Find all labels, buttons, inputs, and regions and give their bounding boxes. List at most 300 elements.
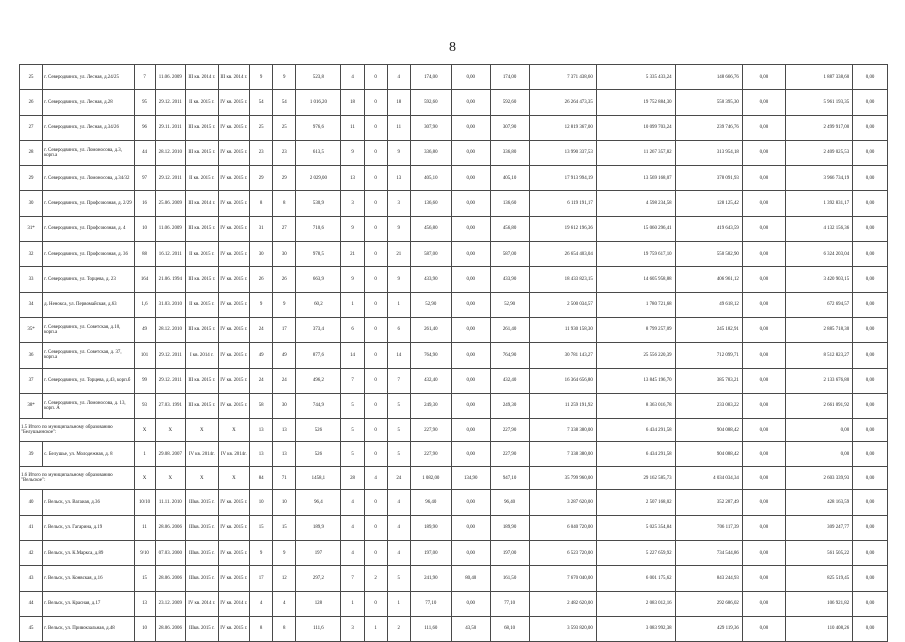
- cell-c14: 68,10: [490, 616, 529, 641]
- cell-c16: 19 752 884,30: [596, 90, 675, 115]
- cell-c7: 13: [273, 442, 296, 467]
- cell-c19: 0,00: [785, 442, 852, 467]
- cell-c11: 24: [387, 467, 410, 490]
- row-number: 31*: [20, 216, 43, 241]
- table-row: [20, 317, 888, 342]
- cell-c19: 3 420 903,15: [785, 267, 852, 292]
- cell-c19: 428 163,59: [785, 490, 852, 515]
- cell-c8: 128: [296, 591, 341, 616]
- cell-c11: 14: [387, 343, 410, 368]
- cell-d3: IV кв. 2015 г.: [218, 566, 250, 591]
- address-cell: г. Вельск, ул. Красная, д.17: [43, 591, 134, 616]
- cell-c16: 25 556 220,39: [596, 343, 675, 368]
- cell-d3: IV кв. 2015 г.: [218, 140, 250, 165]
- cell-c8: 744,9: [296, 393, 341, 418]
- cell-c17: 128 125,42: [675, 191, 742, 216]
- cell-c15: 26 654 403,04: [529, 242, 596, 267]
- cell-c9: 5: [341, 419, 364, 442]
- cell-c11: 1: [387, 292, 410, 317]
- cell-c14: 261,40: [490, 317, 529, 342]
- cell-c17: 352 287,49: [675, 490, 742, 515]
- cell-c12: 227,90: [410, 419, 451, 442]
- cell-c12: 405,10: [410, 166, 451, 191]
- address-cell: г. Северодвинск, ул. Торцева, д.43, корп.б: [43, 368, 134, 393]
- cell-c9: 4: [341, 490, 364, 515]
- cell-d1: 28.06. 2006: [155, 515, 185, 540]
- cell-c10: 0: [364, 216, 387, 241]
- cell-c10: 0: [364, 65, 387, 90]
- cell-c6: 49: [250, 343, 273, 368]
- cell-d1: 11.06. 2009: [155, 65, 185, 90]
- cell-c10: 0: [364, 591, 387, 616]
- cell-c11: 9: [387, 216, 410, 241]
- cell-d2: IIIкв. 2015 г.: [186, 515, 219, 540]
- subtotal-label: 1.6 Итого по муниципальному образованию "Вельское":: [20, 467, 135, 490]
- cell-c16: 6 434 291,58: [596, 419, 675, 442]
- cell-c9: 5: [341, 393, 364, 418]
- cell-c12: 52,90: [410, 292, 451, 317]
- cell-c6: 29: [250, 166, 273, 191]
- cell-d2: II кв. 2015 г.: [186, 242, 219, 267]
- cell-c9: 4: [341, 541, 364, 566]
- cell-c7: 4: [273, 591, 296, 616]
- cell-c15: 11 930 158,30: [529, 317, 596, 342]
- cell-c19: 825 519,45: [785, 566, 852, 591]
- cell-c15: 30 781 143,27: [529, 343, 596, 368]
- subtotal-label: 1.5 Итого по муниципальному образованию "Белушьинское":: [20, 419, 135, 442]
- cell-d3: IV кв. 2015 г.: [218, 393, 250, 418]
- address-cell: с. Белушье, ул. Молодежная, д. 8: [43, 442, 134, 467]
- cell-c18: 0,00: [742, 90, 785, 115]
- cell-d2: X: [186, 419, 219, 442]
- cell-c7: 26: [273, 267, 296, 292]
- cell-col2: 93: [134, 393, 155, 418]
- table-row: [20, 591, 888, 616]
- cell-c10: 0: [364, 267, 387, 292]
- cell-c12: 174,00: [410, 65, 451, 90]
- cell-d3: X: [218, 467, 250, 490]
- cell-c20: 0,00: [853, 317, 888, 342]
- cell-d1: 29.08. 2007: [155, 442, 185, 467]
- cell-c13: 0,00: [451, 442, 490, 467]
- cell-c17: 4 034 034,34: [675, 467, 742, 490]
- table-row: [20, 65, 888, 90]
- cell-c12: 261,40: [410, 317, 451, 342]
- cell-c16: 13 845 196,70: [596, 368, 675, 393]
- cell-c20: 0,00: [853, 490, 888, 515]
- cell-c17: 712 099,71: [675, 343, 742, 368]
- cell-c11: 1: [387, 591, 410, 616]
- cell-d1: 29.12. 2011: [155, 166, 185, 191]
- cell-c16: 5 025 354,84: [596, 515, 675, 540]
- cell-c8: 189,9: [296, 515, 341, 540]
- cell-c10: 4: [364, 467, 387, 490]
- cell-c19: 561 505,22: [785, 541, 852, 566]
- cell-c13: 0,00: [451, 368, 490, 393]
- cell-c17: 406 961,12: [675, 267, 742, 292]
- cell-c15: 2 500 034,57: [529, 292, 596, 317]
- subtotal-row: [20, 467, 888, 490]
- cell-c18: 0,00: [742, 616, 785, 641]
- cell-c6: 26: [250, 267, 273, 292]
- cell-c11: 9: [387, 267, 410, 292]
- cell-c20: 0,00: [853, 515, 888, 540]
- cell-col2: 95: [134, 90, 155, 115]
- cell-c14: 592,60: [490, 90, 529, 115]
- address-cell: г. Северодвинск, ул. Ломоносова, д.3, корп.а: [43, 140, 134, 165]
- cell-c14: 96,40: [490, 490, 529, 515]
- cell-c17: 429 119,36: [675, 616, 742, 641]
- cell-c20: 0,00: [853, 368, 888, 393]
- cell-c13: 0,00: [451, 419, 490, 442]
- cell-c6: 10: [250, 490, 273, 515]
- cell-d1: X: [155, 419, 185, 442]
- cell-c14: 587,00: [490, 242, 529, 267]
- row-number: 35*: [20, 317, 43, 342]
- cell-c19: 2 409 025,53: [785, 140, 852, 165]
- cell-c18: 0,00: [742, 115, 785, 140]
- cell-col2: 7: [134, 65, 155, 90]
- cell-c15: 16 364 656,80: [529, 368, 596, 393]
- address-cell: г. Северодвинск, ул. Ломоносова, д. 13, корп. А: [43, 393, 134, 418]
- cell-c20: 0,00: [853, 343, 888, 368]
- cell-c19: 2 133 676,80: [785, 368, 852, 393]
- cell-c7: 12: [273, 566, 296, 591]
- row-number: 25: [20, 65, 43, 90]
- table-row: [20, 616, 888, 641]
- cell-c11: 5: [387, 566, 410, 591]
- cell-c15: 6 119 191,17: [529, 191, 596, 216]
- cell-c9: 13: [341, 166, 364, 191]
- cell-d2: III кв. 2015 г.: [186, 368, 219, 393]
- cell-c20: 0,00: [853, 65, 888, 90]
- cell-c20: 0,00: [853, 115, 888, 140]
- row-number: 44: [20, 591, 43, 616]
- cell-c20: 0,00: [853, 393, 888, 418]
- cell-d1: 29.12. 2011: [155, 368, 185, 393]
- cell-c18: 0,00: [742, 393, 785, 418]
- cell-c20: 0,00: [853, 242, 888, 267]
- cell-c16: 4 598 234,58: [596, 191, 675, 216]
- cell-d2: X: [186, 467, 219, 490]
- cell-c8: 297,2: [296, 566, 341, 591]
- cell-c13: 0,00: [451, 267, 490, 292]
- cell-c9: 18: [341, 90, 364, 115]
- cell-c16: 8 363 016,78: [596, 393, 675, 418]
- cell-d1: 11.11. 2010: [155, 490, 185, 515]
- cell-c9: 11: [341, 115, 364, 140]
- cell-c8: 710,6: [296, 216, 341, 241]
- address-cell: г. Северодвинск, ул. Лесная, д.34/26: [43, 115, 134, 140]
- table-row: [20, 368, 888, 393]
- table-row: [20, 115, 888, 140]
- cell-d1: 29.11. 2011: [155, 115, 185, 140]
- cell-d3: IV кв. 2015 г.: [218, 515, 250, 540]
- cell-c10: 0: [364, 166, 387, 191]
- cell-col2: 13: [134, 591, 155, 616]
- cell-c11: 4: [387, 541, 410, 566]
- cell-d2: III кв. 2015 г.: [186, 140, 219, 165]
- cell-c13: 0,00: [451, 140, 490, 165]
- cell-d3: IV кв. 2015 г.: [218, 343, 250, 368]
- cell-c18: 0,00: [742, 541, 785, 566]
- cell-d2: IV кв. 2014 г.: [186, 591, 219, 616]
- cell-c17: 148 666,76: [675, 65, 742, 90]
- cell-d3: IV кв. 2015 г.: [218, 368, 250, 393]
- cell-c9: 4: [341, 65, 364, 90]
- cell-c18: 0,00: [742, 515, 785, 540]
- table-row: [20, 90, 888, 115]
- cell-c17: 245 182,91: [675, 317, 742, 342]
- cell-c16: 14 605 958,88: [596, 267, 675, 292]
- cell-col2: 164: [134, 267, 155, 292]
- cell-c15: 7 670 040,00: [529, 566, 596, 591]
- cell-c9: 3: [341, 191, 364, 216]
- cell-d1: 28.12. 2010: [155, 317, 185, 342]
- cell-c18: 0,00: [742, 490, 785, 515]
- cell-c11: 11: [387, 115, 410, 140]
- cell-col2: 49: [134, 317, 155, 342]
- cell-c15: 6 523 720,00: [529, 541, 596, 566]
- cell-d2: IIIкв. 2015 г.: [186, 616, 219, 641]
- cell-d3: X: [218, 419, 250, 442]
- row-number: 30: [20, 191, 43, 216]
- cell-c8: 877,6: [296, 343, 341, 368]
- cell-c6: 58: [250, 393, 273, 418]
- address-cell: г. Вельск, ул. Гагарина, д.19: [43, 515, 134, 540]
- cell-d3: IV кв. 2015 г.: [218, 191, 250, 216]
- cell-c10: 0: [364, 368, 387, 393]
- housing-program-table: [19, 64, 888, 642]
- cell-c18: 0,00: [742, 267, 785, 292]
- address-cell: г. Северодвинск, ул. Профсоюзная, д. 4: [43, 216, 134, 241]
- cell-c14: 405,10: [490, 166, 529, 191]
- cell-c11: 4: [387, 490, 410, 515]
- cell-c10: 0: [364, 515, 387, 540]
- cell-c13: 134,90: [451, 467, 490, 490]
- cell-d2: III кв. 2014 г.: [186, 191, 219, 216]
- cell-c18: 0,00: [742, 419, 785, 442]
- cell-c6: 15: [250, 515, 273, 540]
- cell-d2: III кв. 2015 г.: [186, 115, 219, 140]
- cell-c13: 0,00: [451, 115, 490, 140]
- cell-c6: 31: [250, 216, 273, 241]
- cell-c18: 0,00: [742, 467, 785, 490]
- cell-c8: 60,2: [296, 292, 341, 317]
- cell-c18: 0,00: [742, 566, 785, 591]
- row-number: 34: [20, 292, 43, 317]
- cell-c15: 7 338 380,00: [529, 419, 596, 442]
- cell-c11: 3: [387, 191, 410, 216]
- cell-c12: 249,30: [410, 393, 451, 418]
- table-row: [20, 566, 888, 591]
- cell-col2: 10: [134, 216, 155, 241]
- cell-col2: 1: [134, 442, 155, 467]
- cell-c16: 3 083 992,38: [596, 616, 675, 641]
- cell-c19: 2 603 339,93: [785, 467, 852, 490]
- row-number: 29: [20, 166, 43, 191]
- cell-c19: 672 694,57: [785, 292, 852, 317]
- cell-c12: 189,90: [410, 515, 451, 540]
- cell-d1: 23.12. 2009: [155, 591, 185, 616]
- cell-c17: 843 244,93: [675, 566, 742, 591]
- cell-c15: 6 040 720,00: [529, 515, 596, 540]
- address-cell: г. Вельск, ул. Конвская, д.16: [43, 566, 134, 591]
- cell-c15: 18 433 823,15: [529, 267, 596, 292]
- cell-d3: IV кв. 2015 г.: [218, 216, 250, 241]
- cell-d1: 29.12. 2011: [155, 90, 185, 115]
- cell-c14: 197,00: [490, 541, 529, 566]
- cell-c8: 526: [296, 419, 341, 442]
- cell-d3: IV кв. 2015 г.: [218, 292, 250, 317]
- cell-c18: 0,00: [742, 242, 785, 267]
- address-cell: г. Северодвинск, ул. Лесная, д.24/25: [43, 65, 134, 90]
- cell-c10: 0: [364, 191, 387, 216]
- cell-c14: 947,10: [490, 467, 529, 490]
- cell-c18: 0,00: [742, 368, 785, 393]
- cell-c16: 13 569 168,07: [596, 166, 675, 191]
- cell-c19: 3 966 734,19: [785, 166, 852, 191]
- cell-d2: III кв. 2015 г.: [186, 393, 219, 418]
- table-row: [20, 541, 888, 566]
- cell-c13: 43,50: [451, 616, 490, 641]
- cell-c18: 0,00: [742, 317, 785, 342]
- cell-c8: 373,4: [296, 317, 341, 342]
- cell-c11: 18: [387, 90, 410, 115]
- address-cell: г. Северодвинск, ул. Советская, д.10, корп.а: [43, 317, 134, 342]
- cell-d1: 25.06. 2009: [155, 191, 185, 216]
- cell-c18: 0,00: [742, 591, 785, 616]
- cell-c19: 309 247,77: [785, 515, 852, 540]
- cell-col2: 10: [134, 616, 155, 641]
- cell-c9: 9: [341, 216, 364, 241]
- cell-c15: 11 259 191,92: [529, 393, 596, 418]
- cell-d3: IV кв. 2015 г.: [218, 166, 250, 191]
- cell-c15: 7 371 438,60: [529, 65, 596, 90]
- cell-c14: 174,00: [490, 65, 529, 90]
- cell-c16: 10 099 703,24: [596, 115, 675, 140]
- cell-c20: 0,00: [853, 140, 888, 165]
- cell-c10: 0: [364, 343, 387, 368]
- cell-d1: 29.12. 2011: [155, 343, 185, 368]
- table-row: [20, 166, 888, 191]
- cell-c6: 8: [250, 191, 273, 216]
- cell-c20: 0,00: [853, 166, 888, 191]
- cell-c7: 29: [273, 166, 296, 191]
- cell-c15: 3 287 620,00: [529, 490, 596, 515]
- cell-c6: 30: [250, 242, 273, 267]
- table-row: [20, 242, 888, 267]
- cell-c19: 6 324 203,04: [785, 242, 852, 267]
- cell-c12: 587,00: [410, 242, 451, 267]
- cell-d1: 28.06. 2006: [155, 616, 185, 641]
- row-number: 39: [20, 442, 43, 467]
- cell-col2: 101: [134, 343, 155, 368]
- cell-c11: 9: [387, 140, 410, 165]
- cell-c13: 0,00: [451, 242, 490, 267]
- cell-c10: 0: [364, 317, 387, 342]
- cell-c19: 8 512 823,27: [785, 343, 852, 368]
- cell-d1: 21.06. 1994: [155, 267, 185, 292]
- cell-c12: 336,80: [410, 140, 451, 165]
- cell-c14: 227,90: [490, 442, 529, 467]
- cell-c16: 2 507 168,02: [596, 490, 675, 515]
- cell-d2: III кв. 2015 г.: [186, 267, 219, 292]
- cell-c13: 0,00: [451, 317, 490, 342]
- cell-c14: 136,60: [490, 191, 529, 216]
- cell-c8: 111,6: [296, 616, 341, 641]
- cell-d2: I кв. 2014 г.: [186, 343, 219, 368]
- cell-c18: 0,00: [742, 442, 785, 467]
- cell-d3: IV кв. 2015 г.: [218, 267, 250, 292]
- cell-c12: 241,90: [410, 566, 451, 591]
- cell-d2: II кв. 2015 г.: [186, 166, 219, 191]
- cell-c6: 13: [250, 442, 273, 467]
- row-number: 36: [20, 343, 43, 368]
- cell-c10: 0: [364, 140, 387, 165]
- cell-c9: 7: [341, 368, 364, 393]
- cell-c10: 0: [364, 90, 387, 115]
- cell-c15: 13 990 337,53: [529, 140, 596, 165]
- cell-c20: 0,00: [853, 216, 888, 241]
- cell-c20: 0,00: [853, 591, 888, 616]
- row-number: 45: [20, 616, 43, 641]
- cell-c6: 8: [250, 616, 273, 641]
- cell-d3: IV кв. 2015 г.: [218, 490, 250, 515]
- cell-c11: 4: [387, 65, 410, 90]
- table-row: [20, 442, 888, 467]
- cell-c13: 0,00: [451, 292, 490, 317]
- cell-c14: 249,30: [490, 393, 529, 418]
- row-number: 43: [20, 566, 43, 591]
- cell-c9: 14: [341, 343, 364, 368]
- cell-d2: II кв. 2015 г.: [186, 90, 219, 115]
- cell-c10: 0: [364, 419, 387, 442]
- cell-d1: 11.06. 2009: [155, 216, 185, 241]
- cell-d3: IV кв. 2015 г.: [218, 90, 250, 115]
- cell-c17: 233 083,22: [675, 393, 742, 418]
- cell-c7: 8: [273, 191, 296, 216]
- cell-c17: 239 746,76: [675, 115, 742, 140]
- table-row: [20, 267, 888, 292]
- cell-c17: 378 091,93: [675, 166, 742, 191]
- cell-c17: 550 395,30: [675, 90, 742, 115]
- cell-d3: IV кв. 2015 г.: [218, 242, 250, 267]
- cell-c6: 54: [250, 90, 273, 115]
- cell-c20: 0,00: [853, 467, 888, 490]
- cell-d2: III кв. 2014 г.: [186, 65, 219, 90]
- cell-c13: 0,00: [451, 65, 490, 90]
- cell-c19: 1 392 831,17: [785, 191, 852, 216]
- cell-c16: 2 083 012,16: [596, 591, 675, 616]
- cell-c10: 0: [364, 115, 387, 140]
- cell-c13: 0,00: [451, 541, 490, 566]
- cell-c6: 24: [250, 317, 273, 342]
- cell-c6: 25: [250, 115, 273, 140]
- table-row: [20, 216, 888, 241]
- cell-c19: 2 499 917,00: [785, 115, 852, 140]
- cell-c12: 111,60: [410, 616, 451, 641]
- cell-c14: 433,90: [490, 267, 529, 292]
- cell-c6: 13: [250, 419, 273, 442]
- cell-c9: 1: [341, 292, 364, 317]
- cell-c10: 0: [364, 292, 387, 317]
- cell-c12: 136,60: [410, 191, 451, 216]
- cell-c11: 6: [387, 317, 410, 342]
- cell-c18: 0,00: [742, 216, 785, 241]
- cell-c13: 0,00: [451, 591, 490, 616]
- cell-c18: 0,00: [742, 140, 785, 165]
